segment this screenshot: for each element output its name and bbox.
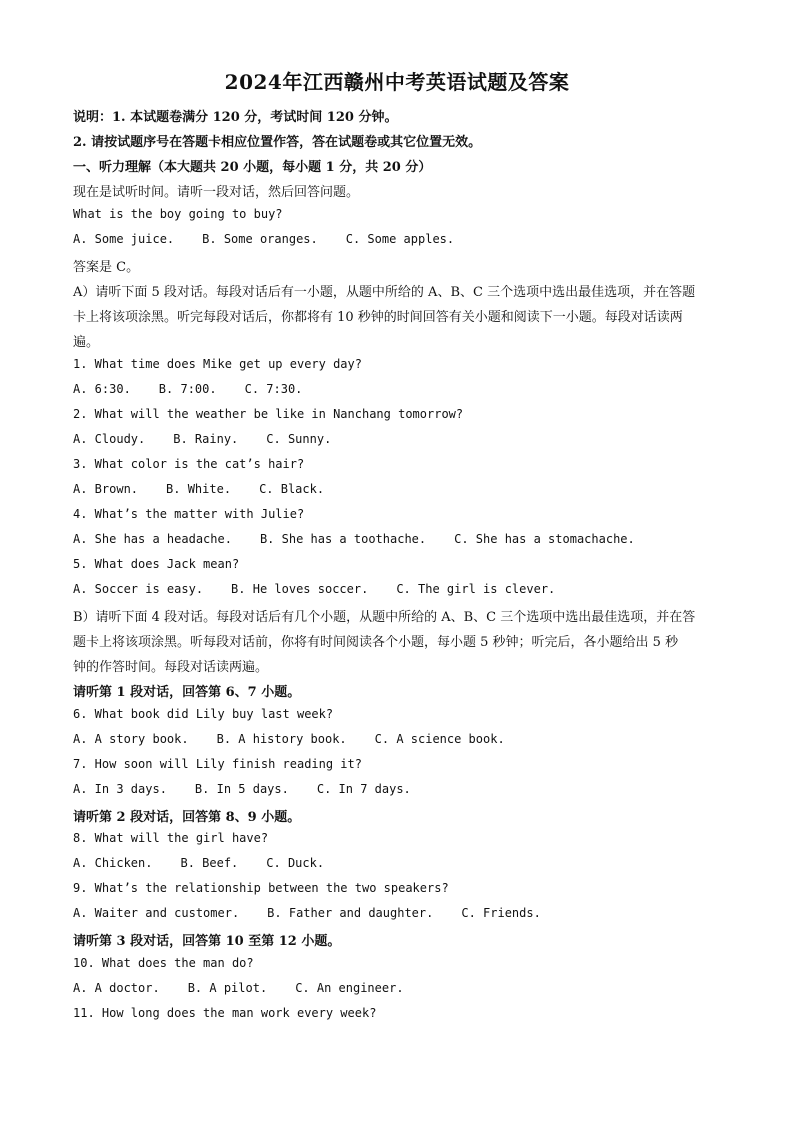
option: B. A pilot. bbox=[187, 981, 268, 995]
question-2-options bbox=[73, 432, 723, 446]
option: A. Brown. bbox=[73, 482, 139, 496]
option: B. White. bbox=[166, 482, 232, 496]
dialogue-3-heading: 请听第 3 段对话，回答第 10 至第 12 小题。 bbox=[73, 934, 341, 949]
part-a-instructions: 遍。 bbox=[73, 335, 100, 350]
question-7: 7. How soon will Lily finish reading it? bbox=[73, 757, 362, 771]
option: C. 7:30. bbox=[244, 382, 303, 396]
question-7-options bbox=[73, 782, 723, 796]
option: B. She has a toothache. bbox=[259, 532, 427, 546]
option: C. An engineer. bbox=[295, 981, 404, 995]
part-a-instructions: A）请听下面 5 段对话。每段对话后有一小题，从题中所给的 A、B、C 三个选项中选出最佳选项，并在答题 bbox=[73, 285, 696, 300]
practice-intro: 现在是试听时间。请听一段对话，然后回答问题。 bbox=[73, 185, 360, 200]
option: B. He loves soccer. bbox=[231, 582, 369, 596]
option: C. Some apples. bbox=[345, 232, 455, 246]
question-5: 5. What does Jack mean? bbox=[73, 557, 240, 571]
option: C. Sunny. bbox=[266, 432, 332, 446]
question-11: 11. How long does the man work every week? bbox=[73, 1006, 377, 1020]
question-9: 9. What’s the relationship between the two speakers? bbox=[73, 881, 449, 895]
option: A. Some juice. bbox=[73, 232, 175, 246]
part-b-instructions: B）请听下面 4 段对话。每段对话后有几个小题，从题中所给的 A、B、C 三个选项中选出最佳选项，并在答 bbox=[73, 610, 696, 625]
practice-answer: 答案是 C。 bbox=[73, 260, 140, 275]
option: B. 7:00. bbox=[158, 382, 217, 396]
option: A. A story book. bbox=[73, 732, 189, 746]
question-6: 6. What book did Lily buy last week? bbox=[73, 707, 334, 721]
question-10: 10. What does the man do? bbox=[73, 956, 254, 970]
option: B. Some oranges. bbox=[202, 232, 318, 246]
instruction-note-1: 说明：1. 本试题卷满分 120 分，考试时间 120 分钟。 bbox=[73, 110, 398, 125]
practice-question: What is the boy going to buy? bbox=[73, 207, 283, 221]
option: C. Duck. bbox=[266, 856, 325, 870]
option: A. A doctor. bbox=[73, 981, 160, 995]
question-5-options bbox=[73, 582, 723, 596]
option: B. Beef. bbox=[180, 856, 239, 870]
page-title: 2024年江西赣州中考英语试题及答案 bbox=[224, 70, 570, 94]
option: C. A science book. bbox=[374, 732, 505, 746]
part-b-instructions: 钟的作答时间。每段对话读两遍。 bbox=[73, 660, 269, 675]
practice-options bbox=[73, 232, 723, 246]
question-8: 8. What will the girl have? bbox=[73, 831, 269, 845]
option: A. Waiter and customer. bbox=[73, 906, 240, 920]
section-heading-listening: 一、听力理解（本大题共 20 小题，每小题 1 分，共 20 分） bbox=[73, 160, 432, 175]
dialogue-1-heading: 请听第 1 段对话，回答第 6、7 小题。 bbox=[73, 685, 301, 700]
option: B. Father and daughter. bbox=[267, 906, 434, 920]
option: C. Black. bbox=[259, 482, 325, 496]
question-10-options bbox=[73, 981, 723, 995]
question-4-options bbox=[73, 532, 723, 546]
part-b-instructions: 题卡上将该项涂黑。听每段对话前，你将有时间阅读各个小题，每小题 5 秒钟；听完后，各小题给出 5 秒 bbox=[73, 635, 679, 650]
question-4: 4. What’s the matter with Julie? bbox=[73, 507, 305, 521]
option: A. She has a headache. bbox=[73, 532, 232, 546]
part-a-instructions: 卡上将该项涂黑。听完每段对话后，你都将有 10 秒钟的时间回答有关小题和阅读下一小题。每段对话读两 bbox=[73, 310, 683, 325]
instruction-note-2: 2. 请按试题序号在答题卡相应位置作答，答在试题卷或其它位置无效。 bbox=[73, 135, 482, 150]
question-6-options bbox=[73, 732, 723, 746]
option: A. 6:30. bbox=[73, 382, 131, 396]
question-2: 2. What will the weather be like in Nanchang tomorrow? bbox=[73, 407, 464, 421]
option: A. Soccer is easy. bbox=[73, 582, 204, 596]
option: A. Cloudy. bbox=[73, 432, 146, 446]
option: C. She has a stomachache. bbox=[454, 532, 635, 546]
option: C. The girl is clever. bbox=[396, 582, 556, 596]
option: B. In 5 days. bbox=[194, 782, 289, 796]
question-9-options bbox=[73, 906, 723, 920]
question-3-options bbox=[73, 482, 723, 496]
option: C. In 7 days. bbox=[316, 782, 411, 796]
option: A. In 3 days. bbox=[73, 782, 167, 796]
option: C. Friends. bbox=[461, 906, 541, 920]
question-3: 3. What color is the cat’s hair? bbox=[73, 457, 305, 471]
dialogue-2-heading: 请听第 2 段对话，回答第 8、9 小题。 bbox=[73, 810, 301, 825]
option: B. A history book. bbox=[216, 732, 347, 746]
option: B. Rainy. bbox=[173, 432, 239, 446]
question-8-options bbox=[73, 856, 723, 870]
question-1-options bbox=[73, 382, 723, 396]
option: A. Chicken. bbox=[73, 856, 153, 870]
question-1: 1. What time does Mike get up every day? bbox=[73, 357, 362, 371]
